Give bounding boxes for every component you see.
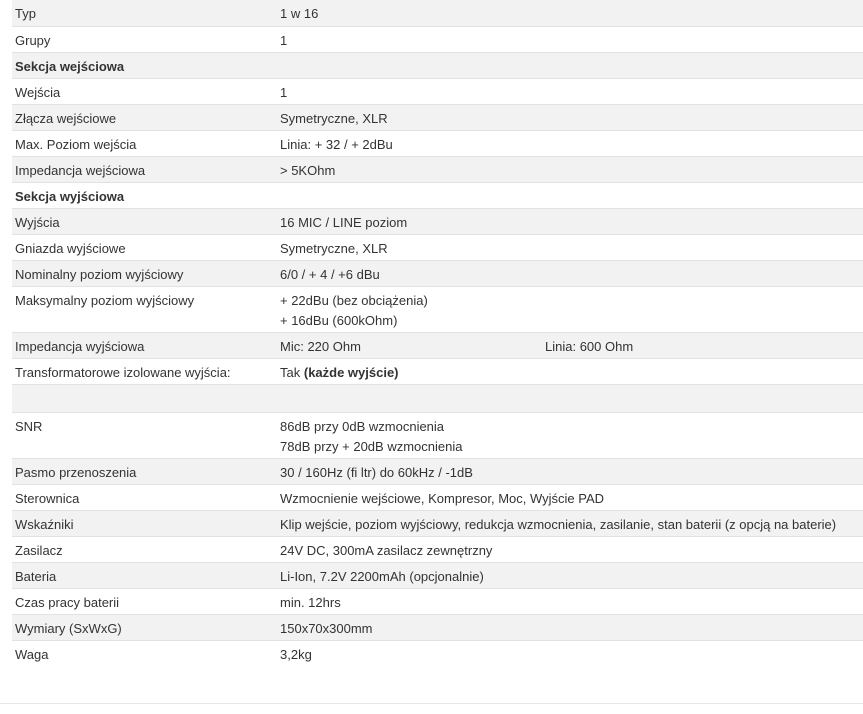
row-label: Sterownica	[12, 484, 277, 510]
row-value: 1	[277, 78, 863, 104]
table-row	[12, 286, 863, 332]
row-value-bold: (każde wyjście)	[303, 364, 399, 380]
table-row	[12, 640, 863, 666]
section-header-row	[12, 52, 863, 78]
row-value: 24V DC, 300mA zasilacz zewnętrzny	[277, 536, 863, 562]
blank-row	[12, 384, 863, 412]
table-row	[12, 26, 863, 52]
table-row	[12, 0, 863, 26]
table-row	[12, 458, 863, 484]
row-value: Wzmocnienie wejściowe, Kompresor, Moc, Wyjście PAD	[277, 484, 863, 510]
table-row	[12, 156, 863, 182]
row-label: Max. Poziom wejścia	[12, 130, 277, 156]
table-row	[12, 234, 863, 260]
section-heading-input: Sekcja wejściowa	[12, 52, 863, 78]
row-label: Wskaźniki	[12, 510, 277, 536]
row-value: Li-Ion, 7.2V 2200mAh (opcjonalnie)	[277, 562, 863, 588]
row-label: Zasilacz	[12, 536, 277, 562]
table-row	[12, 588, 863, 614]
table-row	[12, 484, 863, 510]
row-label: Wymiary (SxWxG)	[12, 614, 277, 640]
table-row	[12, 208, 863, 234]
row-value: Symetryczne, XLR	[277, 234, 863, 260]
row-label: Transformatorowe izolowane wyjścia:	[12, 358, 277, 384]
row-label: Gniazda wyjściowe	[12, 234, 277, 260]
row-value	[277, 412, 863, 458]
table-row	[12, 412, 863, 458]
row-label: Impedancja wyjściowa	[12, 332, 277, 358]
row-value: 3,2kg	[277, 640, 863, 666]
row-label: Wyjścia	[12, 208, 277, 234]
row-value: 16 MIC / LINE poziom	[277, 208, 863, 234]
table-row	[12, 614, 863, 640]
row-label: Waga	[12, 640, 277, 666]
table-row	[12, 358, 863, 384]
row-value-line: 78dB przy + 20dB wzmocnienia	[280, 438, 463, 454]
row-label: Pasmo przenoszenia	[12, 458, 277, 484]
section-header-row	[12, 182, 863, 208]
row-label: SNR	[12, 412, 277, 458]
row-value-line: 86dB przy 0dB wzmocnienia	[280, 418, 445, 434]
row-label: Grupy	[12, 26, 277, 52]
row-value: Linia: + 32 / + 2dBu	[277, 130, 863, 156]
row-label: Typ	[12, 0, 277, 26]
row-value: 6/0 / + 4 / +6 dBu	[277, 260, 863, 286]
row-value: 30 / 160Hz (fi ltr) do 60kHz / -1dB	[277, 458, 863, 484]
table-row	[12, 510, 863, 536]
row-label: Maksymalny poziom wyjściowy	[12, 286, 277, 332]
row-label: Nominalny poziom wyjściowy	[12, 260, 277, 286]
row-label: Czas pracy baterii	[12, 588, 277, 614]
row-value: > 5KOhm	[277, 156, 863, 182]
bottom-divider	[0, 703, 863, 704]
row-value-secondary: Linia: 600 Ohm	[542, 332, 863, 358]
row-value: 1 w 16	[277, 0, 863, 26]
row-value: 1	[277, 26, 863, 52]
row-label: Złącza wejściowe	[12, 104, 277, 130]
row-value-text: Tak	[280, 364, 301, 380]
row-value: min. 12hrs	[277, 588, 863, 614]
table-row	[12, 332, 863, 358]
row-value-line: + 16dBu (600kOhm)	[280, 312, 398, 328]
table-row	[12, 260, 863, 286]
row-value	[277, 286, 863, 332]
table-row	[12, 78, 863, 104]
row-value: Klip wejście, poziom wyjściowy, redukcja wzmocnienia, zasilanie, stan baterii (z opcją na baterie)	[277, 510, 863, 536]
row-label: Wejścia	[12, 78, 277, 104]
row-value: 150x70x300mm	[277, 614, 863, 640]
row-value: Mic: 220 Ohm	[277, 332, 542, 358]
table-row	[12, 562, 863, 588]
row-value: Symetryczne, XLR	[277, 104, 863, 130]
row-value-line: + 22dBu (bez obciążenia)	[280, 292, 428, 308]
table-row	[12, 104, 863, 130]
spec-table	[12, 0, 863, 666]
row-label: Impedancja wejściowa	[12, 156, 277, 182]
table-row	[12, 130, 863, 156]
table-row	[12, 536, 863, 562]
row-value	[277, 358, 863, 384]
section-heading-output: Sekcja wyjściowa	[12, 182, 863, 208]
row-label: Bateria	[12, 562, 277, 588]
